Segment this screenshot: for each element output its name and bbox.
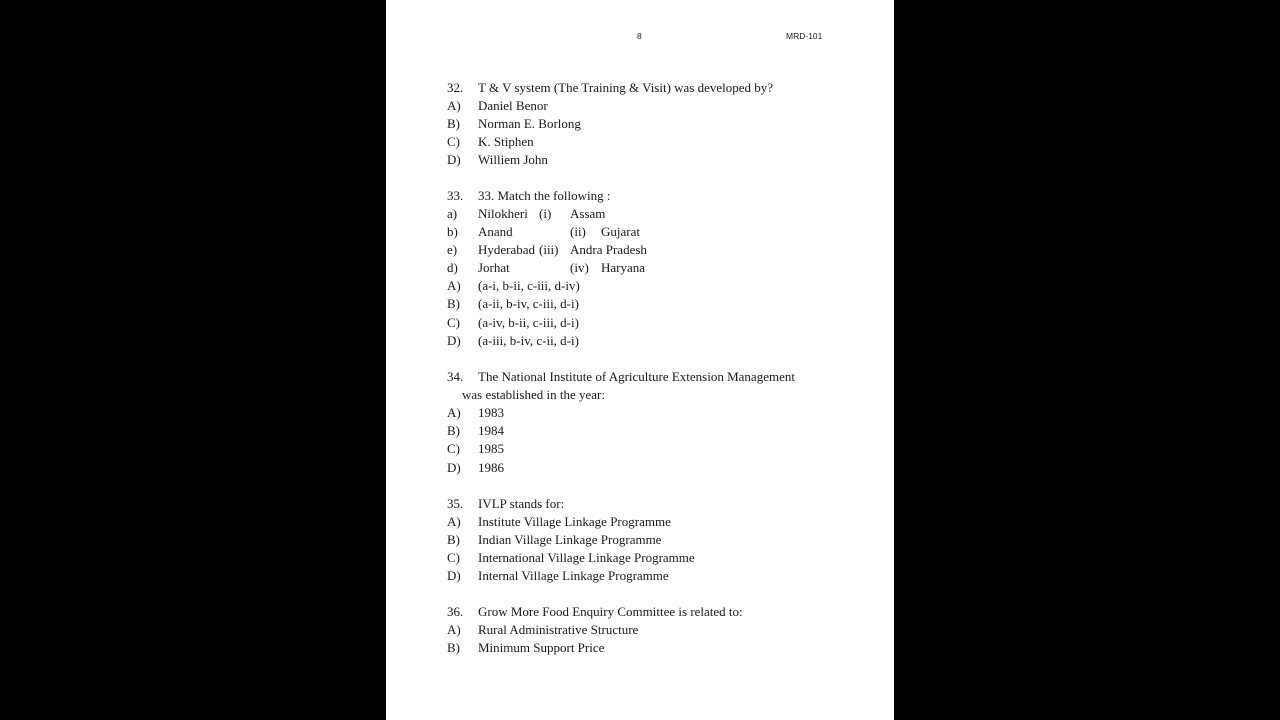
- question-number: 33.: [447, 188, 464, 203]
- option-text: Norman E. Borlong: [478, 116, 581, 131]
- question-number: 32.: [447, 80, 464, 95]
- option-label: B): [447, 640, 460, 655]
- option-text: International Village Linkage Programme: [478, 550, 695, 565]
- question-text: The National Institute of Agriculture Extension Management: [478, 369, 795, 384]
- course-code: MRD-101: [786, 31, 823, 41]
- match-label: d): [447, 260, 458, 275]
- option-text: Daniel Benor: [478, 98, 548, 113]
- option-label: D): [447, 568, 461, 583]
- option-label: B): [447, 423, 460, 438]
- question-text: T & V system (The Training & Visit) was developed by?: [478, 80, 774, 95]
- option-label: D): [447, 460, 461, 475]
- option-label: A): [447, 405, 461, 420]
- option-label: A): [447, 514, 461, 529]
- option-label: D): [447, 333, 461, 348]
- match-right: Andra Pradesh: [570, 242, 647, 257]
- question-number: 35.: [447, 496, 464, 511]
- option-text: 1984: [478, 423, 504, 438]
- question-number: 36.: [447, 604, 464, 619]
- document-page: [386, 0, 894, 720]
- option-label: C): [447, 134, 460, 149]
- option-text: 1985: [478, 441, 504, 456]
- match-left: Anand: [478, 224, 513, 239]
- match-label: a): [447, 206, 458, 221]
- option-text: Institute Village Linkage Programme: [478, 514, 671, 529]
- option-label: A): [447, 98, 461, 113]
- option-text: 1986: [478, 460, 504, 475]
- match-roman: (iv): [570, 260, 589, 275]
- match-roman: (ii): [570, 224, 586, 239]
- option-text: (a-iv, b-ii, c-iii, d-i): [478, 315, 579, 330]
- option-text: Indian Village Linkage Programme: [478, 532, 662, 547]
- option-text: Minimum Support Price: [478, 640, 605, 655]
- match-roman: (i): [539, 206, 552, 221]
- question-text: 33. Match the following :: [478, 188, 611, 203]
- match-right: Assam: [570, 206, 606, 221]
- match-left: Jorhat: [478, 260, 510, 275]
- question-text-continued: was established in the year:: [462, 387, 605, 402]
- option-label: B): [447, 116, 460, 131]
- option-label: C): [447, 550, 460, 565]
- match-right: Gujarat: [601, 224, 640, 239]
- option-text: (a-i, b-ii, c-iii, d-iv): [478, 278, 580, 293]
- match-label: b): [447, 224, 458, 239]
- option-label: D): [447, 152, 461, 167]
- question-text: Grow More Food Enquiry Committee is related to:: [478, 604, 743, 619]
- option-label: B): [447, 296, 460, 311]
- option-text: (a-ii, b-iv, c-iii, d-i): [478, 296, 579, 311]
- match-left: Hyderabad: [478, 242, 536, 257]
- option-label: B): [447, 532, 460, 547]
- page-number: 8: [637, 31, 642, 41]
- match-roman: (iii): [539, 242, 559, 257]
- match-left: Nilokheri: [478, 206, 528, 221]
- question-text: IVLP stands for:: [478, 496, 565, 511]
- question-number: 34.: [447, 369, 464, 384]
- option-text: K. Stiphen: [478, 134, 534, 149]
- option-text: (a-iii, b-iv, c-ii, d-i): [478, 333, 579, 348]
- option-text: Williem John: [478, 152, 548, 167]
- match-right: Haryana: [601, 260, 646, 275]
- option-label: C): [447, 441, 460, 456]
- option-text: 1983: [478, 405, 504, 420]
- option-text: Rural Administrative Structure: [478, 622, 639, 637]
- option-label: A): [447, 622, 461, 637]
- option-label: C): [447, 315, 460, 330]
- option-label: A): [447, 278, 461, 293]
- option-text: Internal Village Linkage Programme: [478, 568, 669, 583]
- match-label: e): [447, 242, 458, 257]
